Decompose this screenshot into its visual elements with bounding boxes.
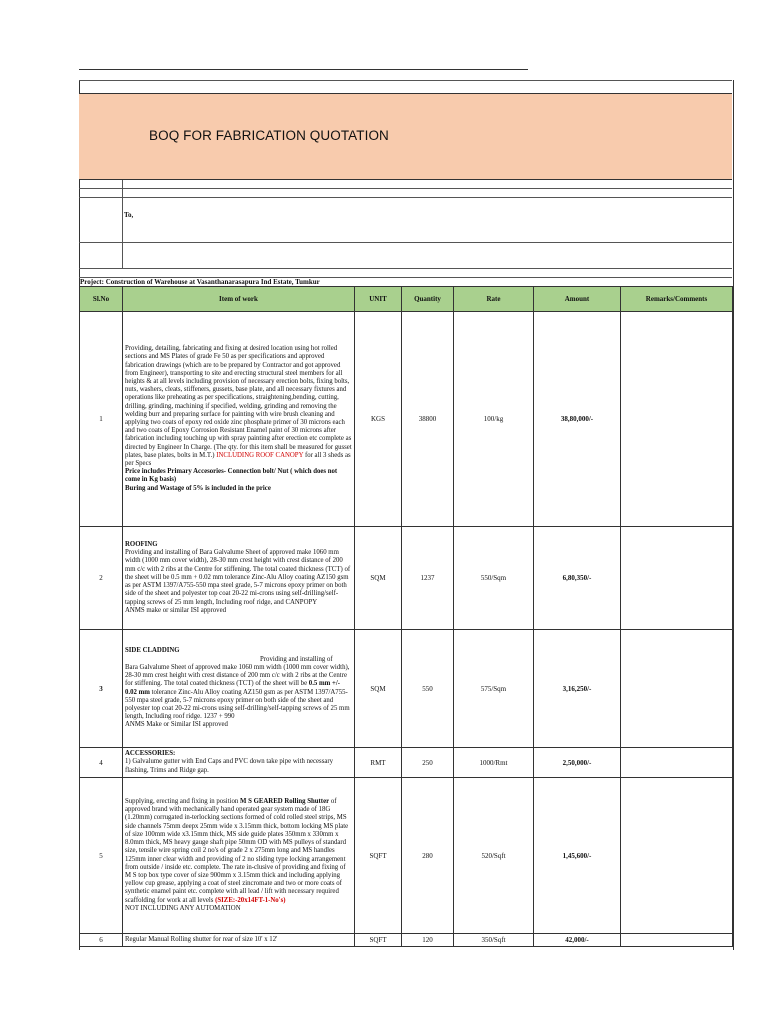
cell-remarks: [621, 312, 733, 527]
item-highlight: 0.5 mm +/- 0.02 mm: [125, 680, 341, 696]
column-header-item: Item of work: [123, 287, 355, 312]
cell-quantity: 38800: [402, 312, 454, 527]
item-text: for all 3 sheds as per Specs: [125, 451, 351, 468]
cell-item-description: [123, 312, 355, 527]
item-note: Price includes Primary Accesories- Connection bolt/ Nut ( which does not come in Kg basis): [125, 468, 338, 484]
cell-rate: 1000/Rmt: [454, 748, 534, 778]
cell-item-description: [123, 527, 355, 630]
table-row: [80, 630, 733, 748]
column-header-amount: Amount: [534, 287, 621, 312]
item-text: Providing and installing of Bara Galvalume Sheet of approved make 1060 mm width (1000 mm cover width), 28-30 mm crest height with crest distance of 200 mm c/c with 2 ribs at the Centre for stiffening. The total coated thickness (TCT) of the sheet will be 0.5 mm + 0.02 mm tolerance Zinc-Alu Alloy coating AZ150 gsm as per ASTM 1397/A755-550 mpa steel grade, 5-7 microns epoxy primer on both side of the sheet and polyester top coat 20-22 mi-crons using self-drilling/self-tapping screws of 25 mm length, Including roof ridge, and CANPOPY: [125, 549, 351, 606]
grid-line: [79, 268, 732, 269]
item-note: Buring and Wastage of 5% is included in the price: [125, 484, 271, 492]
cell-remarks: [621, 934, 733, 947]
cell-unit: SQM: [355, 630, 402, 748]
title-banner: [79, 93, 732, 180]
cell-slno: 5: [80, 778, 123, 934]
cell-rate: 350/Sqft: [454, 934, 534, 947]
cell-amount: 38,80,000/-: [534, 312, 621, 527]
column-header-slno: Sl.No: [80, 287, 123, 312]
boq-table: [79, 286, 733, 947]
item-text: Regular Manual Rolling shutter for rear of size 10' x 12': [125, 936, 278, 943]
table-row: [80, 527, 733, 630]
cell-slno: 6: [80, 934, 123, 947]
cell-slno: 1: [80, 312, 123, 527]
grid-line: [122, 180, 123, 268]
table-row: [80, 934, 733, 947]
grid-line: [79, 80, 732, 81]
item-text: Providing and installing of: [260, 655, 333, 663]
item-highlight: INCLUDING ROOF CANOPY: [216, 451, 304, 459]
table-row: [80, 312, 733, 527]
item-text: 1) Galvalume gutter with End Caps and PVC down take pipe with necessary flashing, Trims and Ridge gap.: [125, 758, 334, 774]
cell-item-description: [123, 934, 355, 947]
item-text: ANMS Make or Similar ISI approved: [125, 721, 228, 729]
cell-quantity: 550: [402, 630, 454, 748]
grid-line: [79, 242, 732, 243]
cell-remarks: [621, 748, 733, 778]
addressee-label: To,: [124, 211, 134, 219]
cell-amount: 6,80,350/-: [534, 527, 621, 630]
cell-quantity: 1237: [402, 527, 454, 630]
cell-quantity: 280: [402, 778, 454, 934]
project-title: Project: Construction of Warehouse at Vasanthanarasapura Ind Estate, Tumkur: [80, 278, 320, 286]
grid-line: [79, 188, 732, 189]
cell-amount: 2,50,000/-: [534, 748, 621, 778]
table-row: [80, 748, 733, 778]
cell-remarks: [621, 630, 733, 748]
cell-remarks: [621, 527, 733, 630]
cell-unit: KGS: [355, 312, 402, 527]
page-title: BOQ FOR FABRICATION QUOTATION: [149, 128, 389, 143]
table-header-row: [80, 287, 733, 312]
cell-amount: 1,45,600/-: [534, 778, 621, 934]
item-heading: ROOFING: [125, 541, 158, 549]
item-text: of approved brand with mechanically hand operated gear system made of 18G (1.20mm) corrugated in-terlocking sections formed of cold rolled steel strips, MS side channels 75mm deepx 25mm wide x 3.15mm thick, bottom locking MS plate of size 100mm wide x3.15mm thick, MS side guide plates 350mm x 330mm x 8.0mm thick, MS heavy gauge shaft pipe 50mm OD with MS pulleys of standard size, tensile wire spring coil 2 no's of grade 2 x 275mm long and MS handles 125mm inner clear width and providing of 2 no sliding type locking arrangement from outside / inside etc. complete. The rate in-clusive of providing and fixing of M S top box type cover of size 900mm x 3.15mm thick and including applying yellow cup grease, applying a coat of steel zincromate and two or more coats of synthetic enamel paint etc. complete with all lead / lift with necessary required scaffolding for work at all levels: [125, 798, 349, 904]
cell-amount: 3,16,250/-: [534, 630, 621, 748]
item-highlight: (SIZE:-20x14FT-1-No's): [215, 896, 286, 904]
cell-item-description: [123, 748, 355, 778]
item-text: Providing, detailing, fabricating and fixing at desired location using hot rolled sections and MS Plates of grade Fe 50 as per specifications and approved fabrication drawings (which are to be prepared by Contractor and got approved from Engineer), transporting to site and erecting structural steel members for all heights & at all levels including provision of necessary erection bolts, fixing bolts, nuts, washers, cleats, stiffeners, gussets, base plate, and all necessary fixtures and operations like preheating as per specifications, straightening,bending, cutting, drilling, grinding, machining if specified, welding, grinding and removing the welding burr and preparing surface for painting with wire brush cleaning and applying two coats of epoxy red oxide zinc phosphate primer of 30 microns each and two coats of Epoxy Corrosion Resistant Enamel paint of 30 microns after fabrication including touching up with spray painting after erection etc complete as directed by Engineer In Charge. (The qty. for this item shall be measured for gusset plates, base plates, bolts in M.T.): [125, 345, 352, 459]
top-border-line: [79, 69, 528, 70]
cell-rate: 100/kg: [454, 312, 534, 527]
cell-unit: RMT: [355, 748, 402, 778]
item-text: Bara Galvalume Sheet of approved make 1060 mm width (1000 mm cover width), 28-30 mm crest height with crest distance of 200 mm c/c with 2 ribs at the Centre for stiffening. The total coated thickness (TCT) of the sheet will be: [125, 663, 350, 688]
table-row: [80, 778, 733, 934]
cell-slno: 3: [80, 630, 123, 748]
column-header-quantity: Quantity: [402, 287, 454, 312]
cell-unit: SQFT: [355, 778, 402, 934]
cell-remarks: [621, 778, 733, 934]
cell-slno: 4: [80, 748, 123, 778]
cell-quantity: 120: [402, 934, 454, 947]
item-heading: SIDE CLADDING: [125, 647, 180, 655]
cell-rate: 520/Sqft: [454, 778, 534, 934]
cell-slno: 2: [80, 527, 123, 630]
cell-unit: SQM: [355, 527, 402, 630]
item-text: tolerance Zinc-Alu Alloy coating AZ150 gsm as per ASTM 1397/A755-550 mpa steel grade, 5-7 microns epoxy primer on both side of the sheet and polyester top coat 20-22 mi-crons using self-drilling/self-tapping screws of 25 mm length, Including roof ridge. 1237 + 990: [125, 688, 350, 721]
grid-line: [79, 197, 732, 198]
item-text: ANMS make or similar ISI approved: [125, 606, 226, 614]
column-header-rate: Rate: [454, 287, 534, 312]
item-text: NOT INCLUDING ANY AUTOMATION: [125, 904, 241, 912]
cell-item-description: [123, 778, 355, 934]
item-heading: M S GEARED Rolling Shutter: [239, 798, 330, 806]
item-heading: ACCESSORIES:: [125, 750, 176, 758]
column-header-remarks: Remarks/Comments: [621, 287, 733, 312]
cell-amount: 42,000/-: [534, 934, 621, 947]
cell-rate: 575/Sqm: [454, 630, 534, 748]
cell-quantity: 250: [402, 748, 454, 778]
item-text: Supplying, erecting and fixing in position: [125, 798, 239, 806]
cell-unit: SQFT: [355, 934, 402, 947]
column-header-unit: UNIT: [355, 287, 402, 312]
cell-item-description: [123, 630, 355, 748]
cell-rate: 550/Sqm: [454, 527, 534, 630]
